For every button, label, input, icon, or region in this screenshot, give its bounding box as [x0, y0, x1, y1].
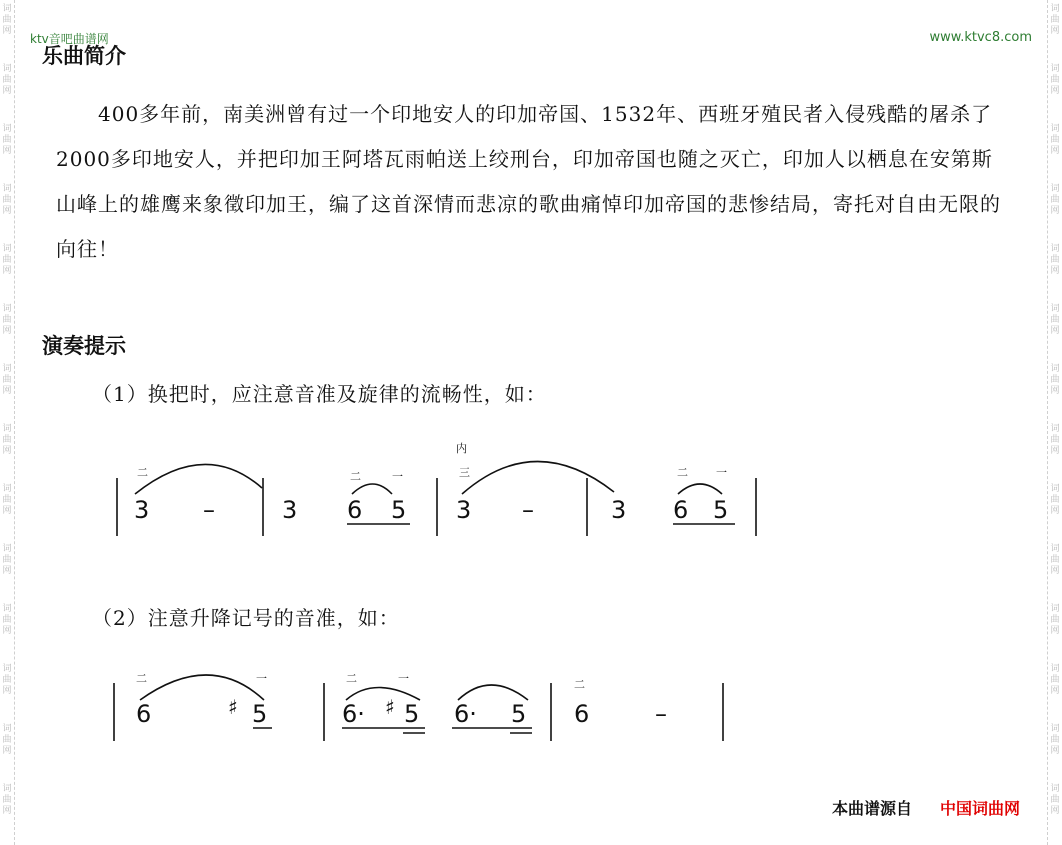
note: 5: [252, 700, 268, 728]
note: 6: [673, 496, 689, 524]
slur: [458, 685, 528, 700]
side-watermark: 词 曲 网: [1050, 64, 1060, 96]
side-watermark: 词 曲 网: [1050, 544, 1060, 576]
side-watermark: 词 曲 网: [1050, 664, 1060, 696]
intro-paragraph: 400多年前，南美洲曾有过一个印地安人的印加帝国、1532年、西班牙殖民者入侵残酷的屠杀了2000多印地安人，并把印加王阿塔瓦雨帕送上绞刑台，印加帝国也随之灭亡，印加人以栖息在安第斯山峰上的雄鹰来象徵印加王，编了这首深情而悲凉的歌曲痛悼印加帝国的悲惨结局，寄托对自由无限的向往！: [56, 102, 1001, 261]
watermark-site-left: ktv音吧曲谱网: [30, 32, 109, 46]
finger-mark: 一: [256, 672, 267, 685]
slur: [352, 484, 392, 494]
note: 3: [456, 496, 472, 524]
note-dotted: 6·: [454, 700, 477, 728]
side-watermark: 词 曲 网: [1050, 484, 1060, 516]
note: 6: [136, 700, 152, 728]
slur: [346, 688, 420, 701]
performance-heading: 演奏提示: [42, 334, 126, 358]
slur: [135, 464, 262, 494]
finger-mark: 内: [456, 442, 467, 455]
side-watermark: 词 曲 网: [1050, 304, 1060, 336]
side-watermark: 词 曲 网: [1050, 124, 1060, 156]
slur: [140, 675, 264, 700]
side-watermark: 词 曲 网: [2, 244, 12, 276]
side-watermark: 词 曲 网: [2, 484, 12, 516]
note: 5: [404, 700, 420, 728]
slur: [462, 461, 614, 494]
finger-mark: 二: [136, 672, 147, 685]
side-watermark: 词 曲 网: [1050, 364, 1060, 396]
note: 3: [282, 496, 298, 524]
sustain-dash: –: [203, 496, 215, 524]
side-watermark: 词 曲 网: [2, 184, 12, 216]
side-watermark: 词 曲 网: [2, 424, 12, 456]
finger-mark: 一: [398, 672, 409, 685]
sharp-sign: ♯: [385, 695, 395, 719]
side-watermark: 词 曲 网: [2, 304, 12, 336]
brand-link[interactable]: 中国词曲网: [940, 799, 1021, 818]
finger-mark: 二: [346, 672, 357, 685]
tip-1: （1）换把时，应注意音准及旋律的流畅性，如：: [92, 382, 547, 406]
finger-mark: 二: [574, 678, 585, 691]
note: 3: [611, 496, 627, 524]
side-watermark: 词 曲 网: [1050, 784, 1060, 816]
side-watermark: 词 曲 网: [1050, 4, 1060, 36]
finger-mark: 一: [392, 470, 403, 483]
slur: [678, 484, 722, 494]
side-watermark: 词 曲 网: [2, 724, 12, 756]
side-watermark: 词 曲 网: [2, 604, 12, 636]
intro-heading: 乐曲简介: [42, 44, 126, 68]
sustain-dash: –: [522, 496, 534, 524]
note-dotted: 6·: [342, 700, 365, 728]
side-watermark: 词 曲 网: [2, 4, 12, 36]
sharp-sign: ♯: [228, 695, 238, 719]
note: 6: [574, 700, 590, 728]
side-watermark: 词 曲 网: [1050, 724, 1060, 756]
note: 5: [511, 700, 527, 728]
side-watermark: 词 曲 网: [1050, 184, 1060, 216]
side-watermark: 词 曲 网: [1050, 604, 1060, 636]
side-watermark: 词 曲 网: [2, 64, 12, 96]
watermark-site-right: www.ktvc8.com: [929, 30, 1032, 45]
note: 3: [134, 496, 150, 524]
sustain-dash: –: [655, 700, 667, 728]
side-watermark: 词 曲 网: [2, 124, 12, 156]
side-watermark: 词 曲 网: [2, 364, 12, 396]
source-label: 本曲谱源自: [832, 799, 913, 818]
note: 5: [391, 496, 407, 524]
finger-mark: 二: [137, 466, 148, 479]
side-watermark: 词 曲 网: [1050, 424, 1060, 456]
finger-mark: 三: [459, 466, 470, 479]
note: 6: [347, 496, 363, 524]
finger-mark: 二: [677, 466, 688, 479]
finger-mark: 一: [716, 466, 727, 479]
tip-2: （2）注意升降记号的音准，如：: [92, 606, 400, 630]
finger-mark: 二: [350, 470, 361, 483]
side-watermark: 词 曲 网: [2, 664, 12, 696]
side-watermark: 词 曲 网: [2, 544, 12, 576]
note: 5: [713, 496, 729, 524]
side-watermark: 词 曲 网: [1050, 244, 1060, 276]
side-watermark: 词 曲 网: [2, 784, 12, 816]
